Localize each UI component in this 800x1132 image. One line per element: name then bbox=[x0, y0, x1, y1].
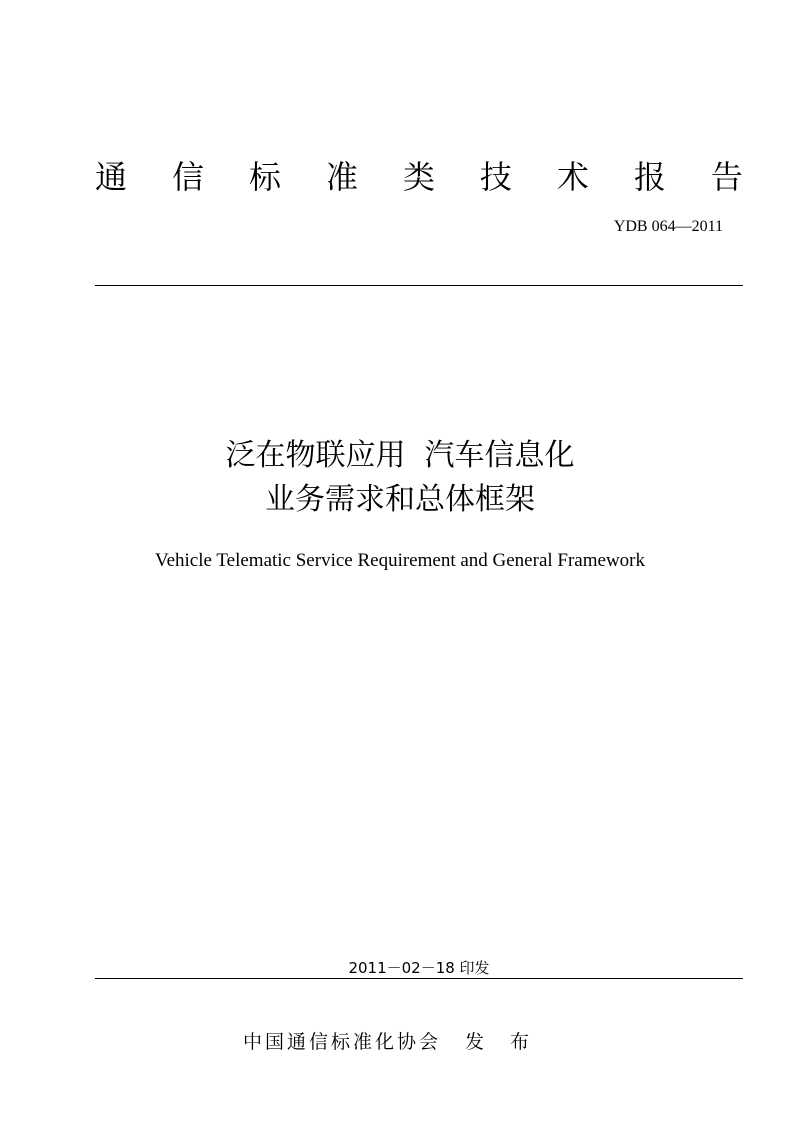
report-type-char: 术 bbox=[556, 158, 589, 196]
report-type-char: 报 bbox=[633, 158, 666, 196]
publisher-name: 中国通信标准化协会 bbox=[243, 1031, 442, 1053]
report-type-char: 标 bbox=[248, 158, 281, 196]
issue-date: 2011－02－18 印发 bbox=[348, 959, 490, 977]
chinese-title-line-2: 业务需求和总体框架 bbox=[265, 482, 535, 517]
document-number: YDB 064—2011 bbox=[613, 218, 723, 235]
top-divider bbox=[95, 285, 743, 286]
report-type-char: 准 bbox=[325, 158, 358, 196]
report-type-char: 类 bbox=[402, 158, 435, 196]
publisher-line bbox=[243, 1029, 539, 1055]
report-type-char: 告 bbox=[710, 158, 743, 196]
chinese-title-line-1: 泛在物联应用 汽车信息化 bbox=[225, 438, 575, 473]
publish-label: 发 布 bbox=[465, 1031, 540, 1053]
report-type-heading bbox=[95, 154, 743, 200]
report-type-char: 通 bbox=[95, 158, 128, 196]
report-type-char: 信 bbox=[171, 158, 204, 196]
bottom-divider bbox=[95, 978, 743, 979]
report-type-char: 技 bbox=[479, 158, 512, 196]
chinese-title bbox=[0, 434, 800, 522]
english-title: Vehicle Telematic Service Requirement and General Framework bbox=[154, 550, 645, 571]
